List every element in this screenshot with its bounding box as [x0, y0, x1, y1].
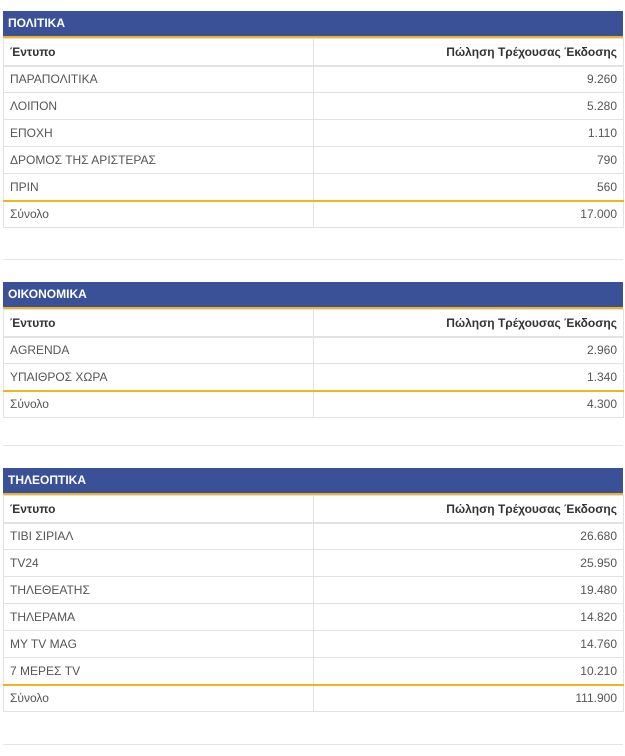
table-row — [4, 550, 624, 577]
sales-table — [3, 309, 624, 418]
section-politika — [3, 11, 623, 228]
table-row — [4, 174, 624, 201]
sales-value: 14.820 — [314, 604, 624, 631]
sales-value: 9.260 — [314, 66, 624, 93]
section-title: ΟΙΚΟΝΟΜΙΚΑ — [3, 282, 623, 309]
sales-value: 560 — [314, 174, 624, 201]
sales-table — [3, 38, 624, 228]
sales-value: 19.480 — [314, 577, 624, 604]
publication-name: ΛΟΙΠΟΝ — [4, 93, 314, 120]
total-label: Σύνολο — [4, 391, 314, 418]
sales-value: 10.210 — [314, 658, 624, 685]
publication-name: ΔΡΟΜΟΣ ΤΗΣ ΑΡΙΣΤΕΡΑΣ — [4, 147, 314, 174]
column-header-publication: Έντυπο — [4, 310, 314, 337]
table-row — [4, 364, 624, 391]
section-tileoptika — [3, 468, 623, 712]
column-header-sales: Πώληση Τρέχουσας Έκδοσης — [314, 39, 624, 66]
section-divider — [3, 744, 623, 745]
publication-name: TV24 — [4, 550, 314, 577]
section-divider — [3, 259, 623, 260]
table-header-row — [4, 496, 624, 523]
table-row — [4, 631, 624, 658]
section-oikonomika — [3, 282, 623, 418]
publication-name: ΕΠΟΧΗ — [4, 120, 314, 147]
sales-value: 26.680 — [314, 523, 624, 550]
sales-value: 790 — [314, 147, 624, 174]
publication-name: ΤΗΛΕΘΕΑΤΗΣ — [4, 577, 314, 604]
table-row — [4, 604, 624, 631]
table-header-row — [4, 310, 624, 337]
total-row — [4, 391, 624, 418]
table-row — [4, 523, 624, 550]
table-row — [4, 577, 624, 604]
total-row — [4, 685, 624, 712]
sales-value: 5.280 — [314, 93, 624, 120]
publication-name: ΥΠΑΙΘΡΟΣ ΧΩΡΑ — [4, 364, 314, 391]
publication-name: ΠΑΡΑΠΟΛΙΤΙΚΑ — [4, 66, 314, 93]
section-divider — [3, 445, 623, 446]
total-row — [4, 201, 624, 228]
publication-name: ΠΡΙΝ — [4, 174, 314, 201]
total-value: 4.300 — [314, 391, 624, 418]
table-row — [4, 658, 624, 685]
column-header-sales: Πώληση Τρέχουσας Έκδοσης — [314, 310, 624, 337]
sales-value: 1.110 — [314, 120, 624, 147]
publication-name: MY TV MAG — [4, 631, 314, 658]
publication-name: AGRENDA — [4, 337, 314, 364]
table-row — [4, 66, 624, 93]
total-value: 111.900 — [314, 685, 624, 712]
sales-value: 14.760 — [314, 631, 624, 658]
publication-name: 7 ΜΕΡΕΣ TV — [4, 658, 314, 685]
section-title: ΤΗΛΕΟΠΤΙΚΑ — [3, 468, 623, 495]
table-row — [4, 147, 624, 174]
sales-value: 1.340 — [314, 364, 624, 391]
column-header-publication: Έντυπο — [4, 496, 314, 523]
total-value: 17.000 — [314, 201, 624, 228]
publication-name: ΤΙΒΙ ΣΙΡΙΑΛ — [4, 523, 314, 550]
publication-name: ΤΗΛΕΡΑΜΑ — [4, 604, 314, 631]
sales-value: 2.960 — [314, 337, 624, 364]
table-row — [4, 120, 624, 147]
table-row — [4, 93, 624, 120]
table-header-row — [4, 39, 624, 66]
total-label: Σύνολο — [4, 201, 314, 228]
sales-value: 25.950 — [314, 550, 624, 577]
table-row — [4, 337, 624, 364]
total-label: Σύνολο — [4, 685, 314, 712]
column-header-sales: Πώληση Τρέχουσας Έκδοσης — [314, 496, 624, 523]
sales-table — [3, 495, 624, 712]
column-header-publication: Έντυπο — [4, 39, 314, 66]
section-title: ΠΟΛΙΤΙΚΑ — [3, 11, 623, 38]
